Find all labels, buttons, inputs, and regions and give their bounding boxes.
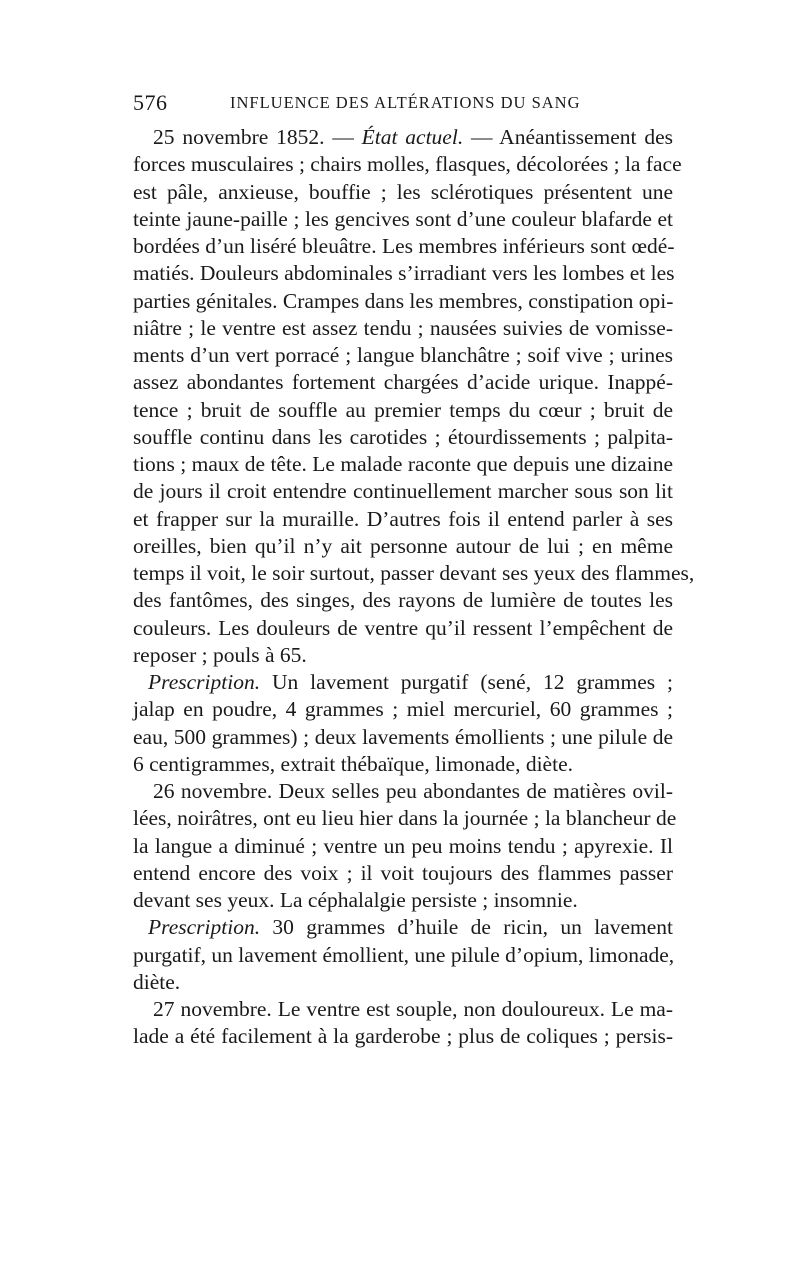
text-line: lade a été facilement à la garderobe ; plus de coliques ; persis- — [133, 1024, 673, 1049]
text-line: oreilles, bien qu’il n’y ait personne autour de lui ; en même — [133, 533, 673, 558]
text-line: tions ; maux de tête. Le malade raconte que depuis une dizaine — [133, 452, 673, 476]
text-line: parties génitales. Crampes dans les membres, constipation opi- — [133, 288, 674, 313]
text-line: la langue a diminué ; ventre un peu moins tendu ; apyrexie. Il — [133, 833, 673, 858]
text-line: lées, noirâtres, ont eu lieu hier dans la journée ; la blancheur de — [133, 806, 677, 831]
text-line: bordées d’un liséré bleuâtre. Les membres inférieurs sont œdé- — [133, 234, 675, 258]
text-line: niâtre ; le ventre est assez tendu ; nausées suivies de vomisse- — [133, 315, 673, 340]
page-header — [133, 90, 673, 120]
text-line: assez abondantes fortement chargées d’acide urique. Inappé- — [133, 370, 673, 395]
text-line: forces musculaires ; chairs molles, flasques, décolorées ; la face — [133, 152, 682, 177]
body-text — [133, 124, 695, 1051]
text-line: est pâle, anxieuse, bouffie ; les sclérotiques présentent une — [133, 179, 673, 204]
running-head: INFLUENCE DES ALTÉRATIONS DU SANG — [230, 93, 581, 112]
page-number: 576 — [133, 90, 168, 115]
text-line: purgatif, un lavement émollient, une pilule d’opium, limonade, — [133, 942, 675, 967]
text-line: 27 novembre. Le ventre est souple, non douloureux. Le ma- — [153, 997, 673, 1021]
text-line: 26 novembre. Deux selles peu abondantes de matières ovil- — [153, 779, 673, 803]
text-line: tence ; bruit de souffle au premier temps du cœur ; bruit de — [133, 397, 673, 422]
text-line: couleurs. Les douleurs de ventre qu’il ressent l’empêchent de — [133, 615, 673, 640]
text-line: souffle continu dans les carotides ; étourdissements ; palpita- — [133, 424, 673, 449]
text-line: de jours il croit entendre continuellement marcher sous son lit — [133, 479, 673, 504]
text-line: Prescription. Un lavement purgatif (sené, 12 grammes ; — [148, 670, 673, 694]
text-line: entend encore des voix ; il voit toujours des flammes passer — [133, 860, 673, 885]
text-line: ments d’un vert porracé ; langue blanchâtre ; soif vive ; urines — [133, 343, 673, 367]
text-line: et frapper sur la muraille. D’autres fois il entend parler à ses — [133, 506, 673, 531]
text-line: 6 centigrammes, extrait thébaïque, limonade, diète. — [133, 751, 573, 776]
text-line: matiés. Douleurs abdominales s’irradiant vers les lombes et les — [133, 261, 675, 286]
text-line: jalap en poudre, 4 grammes ; miel mercuriel, 60 grammes ; — [133, 697, 673, 722]
text-line: temps il voit, le soir surtout, passer devant ses yeux des flammes, — [133, 561, 695, 585]
text-line: 25 novembre 1852. — État actuel. — Anéantissement des — [153, 125, 673, 149]
text-line: devant ses yeux. La céphalalgie persiste ; insomnie. — [133, 888, 578, 912]
text-line: Prescription. 30 grammes d’huile de ricin, un lavement — [148, 915, 673, 940]
text-line: teinte jaune-paille ; les gencives sont d’une couleur blafarde et — [133, 206, 673, 231]
text-line: diète. — [133, 969, 181, 994]
text-line: des fantômes, des singes, des rayons de lumière de toutes les — [133, 588, 673, 613]
text-line: eau, 500 grammes) ; deux lavements émollients ; une pilule de — [133, 724, 673, 749]
text-line: reposer ; pouls à 65. — [133, 642, 307, 667]
